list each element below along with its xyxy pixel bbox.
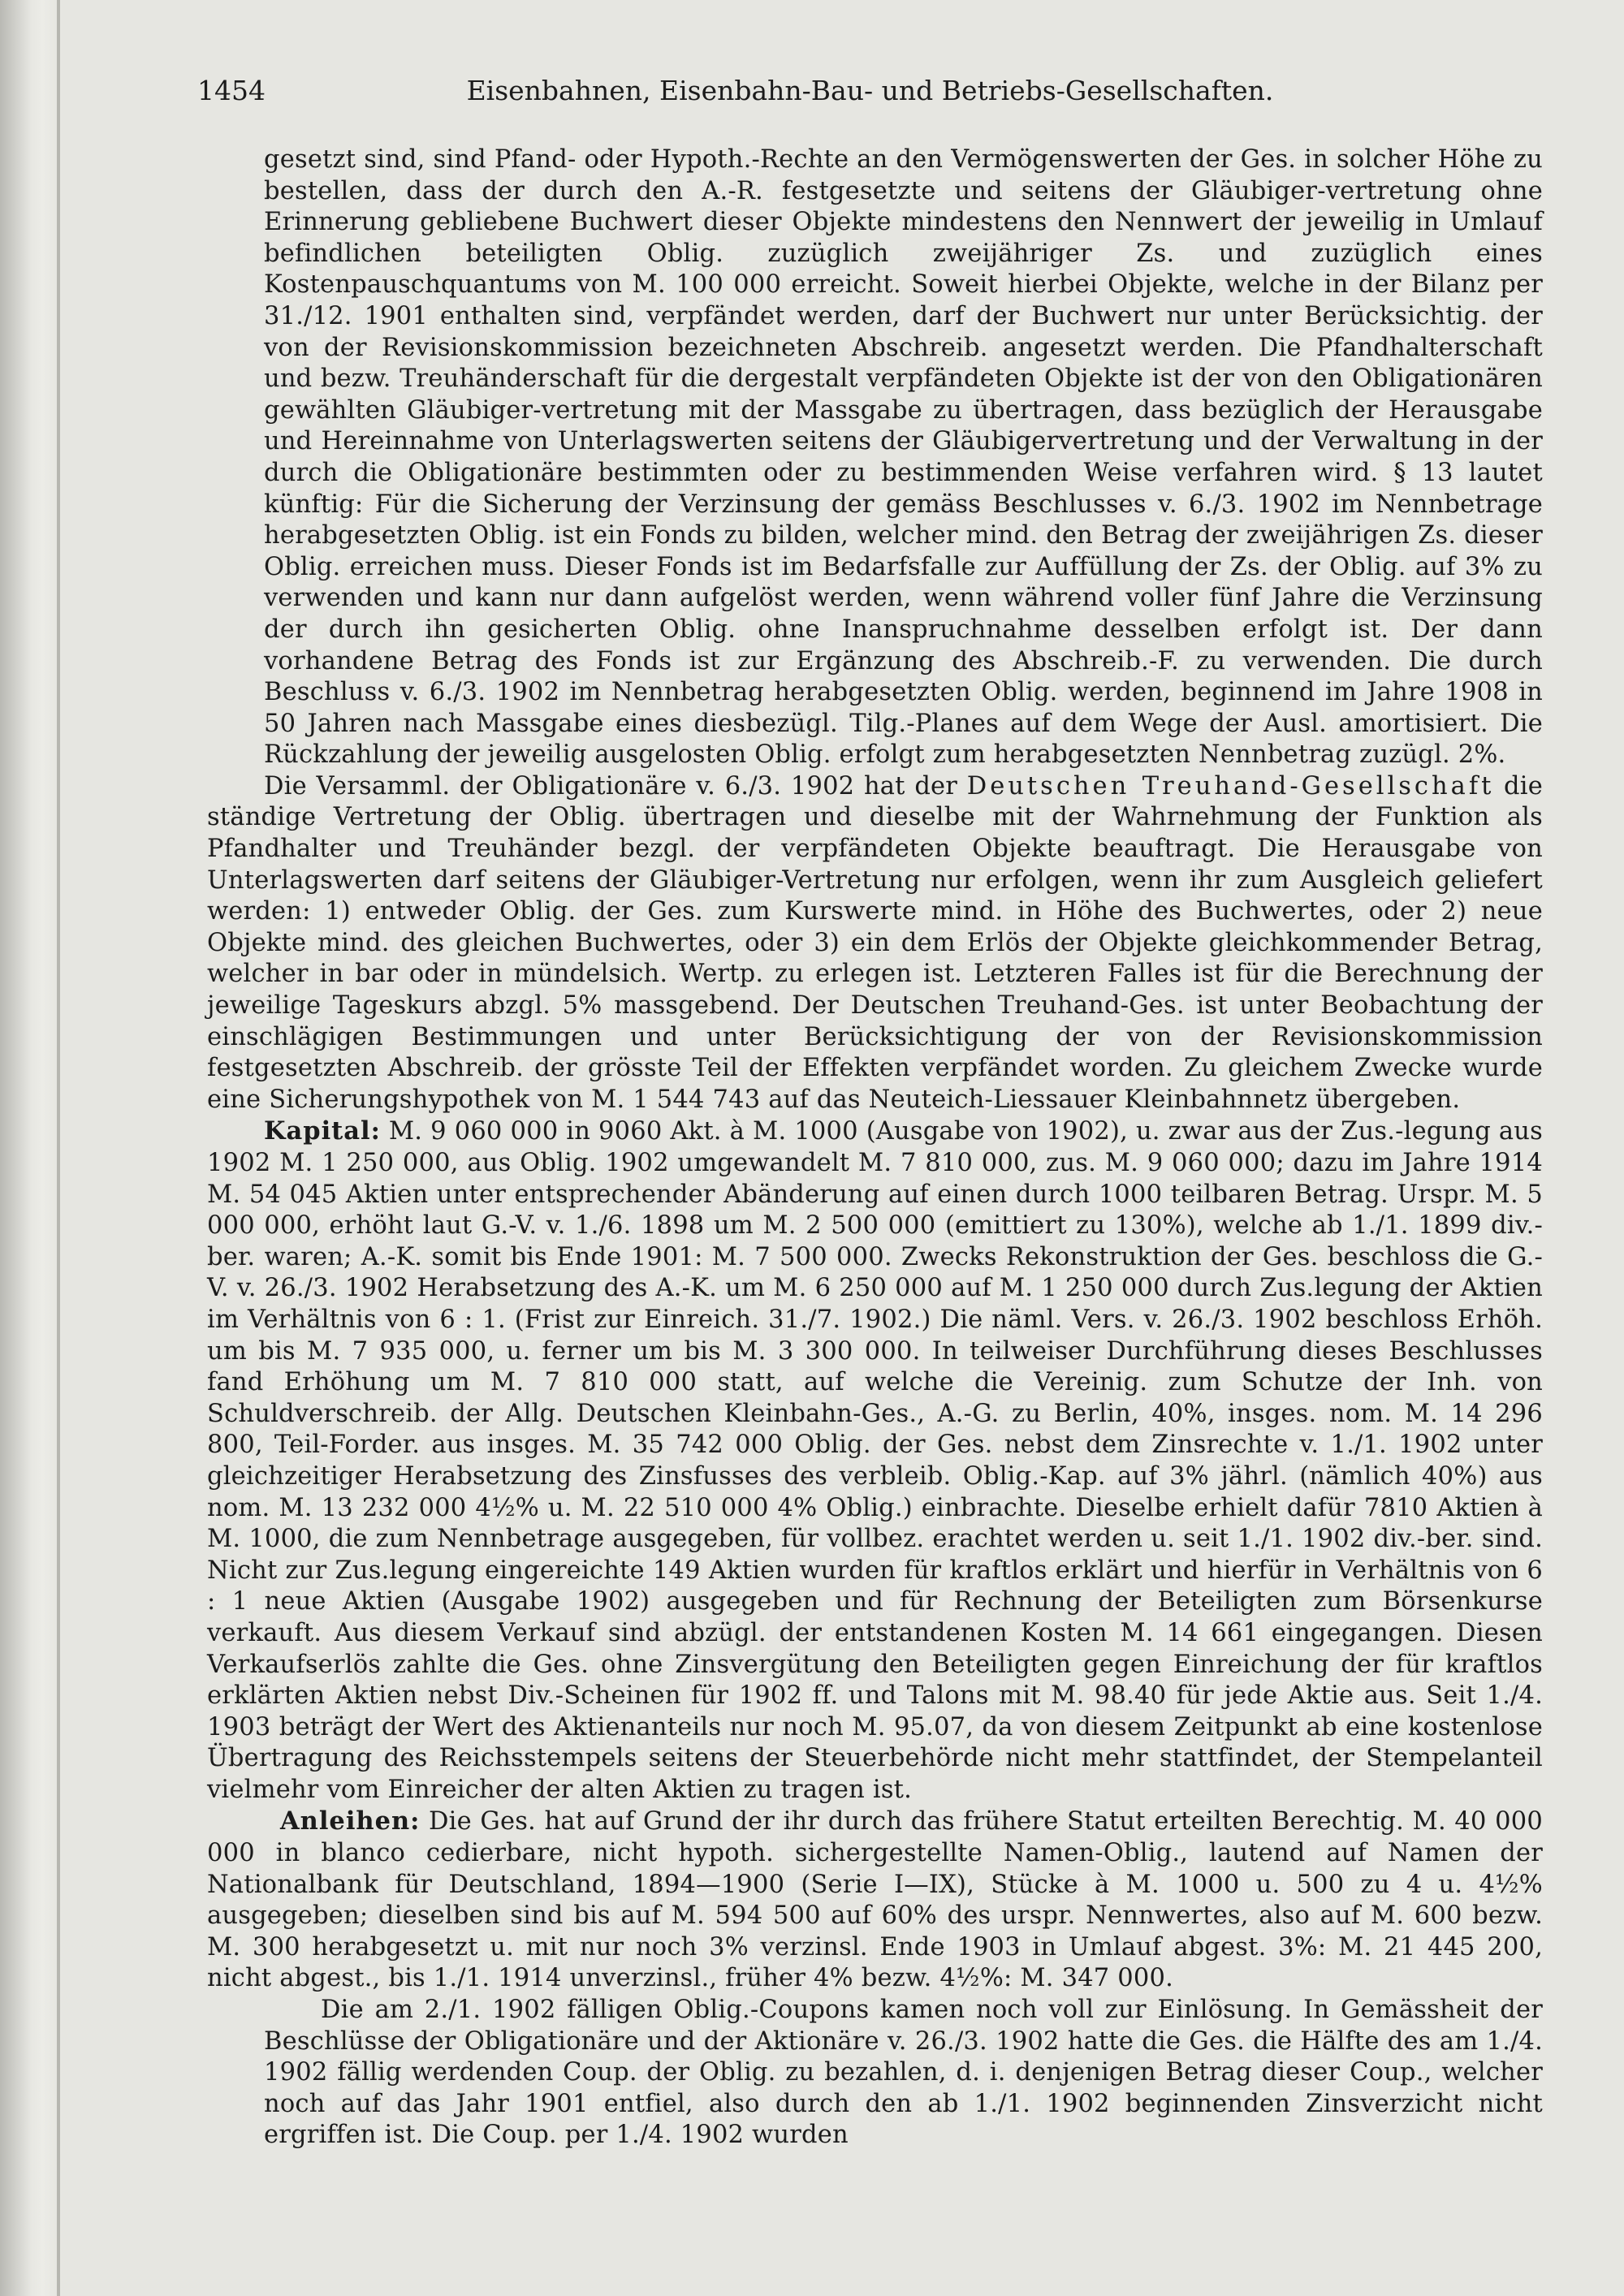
- page-gutter-line: [57, 0, 60, 2296]
- kapital-label: Kapital:: [264, 1116, 381, 1146]
- page-number: 1454: [197, 75, 266, 106]
- kapital-text: M. 9 060 000 in 9060 Akt. à M. 1000 (Ausgabe von 1902), u. zwar aus der Zus.-legung aus 1902 M. 1 250 000, aus Oblig. 1902 umgewandelt M. 7 810 000, zus. M. 9 060 000; dazu im Jahre 1914 M. 54 045 Aktien unter entsprechender Abänderung auf einen durch 1000 teilbaren Betrag. Urspr. M. 5 000 000, erhöht laut G.-V. v. 1./6. 1898 um M. 2 500 000 (emittiert zu 130%), welche ab 1./1. 1899 div.-ber. waren; A.-K. somit bis Ende 1901: M. 7 500 000. Zwecks Rekonstruktion der Ges. beschloss die G.-V. v. 26./3. 1902 Herabsetzung des A.-K. um M. 6 250 000 auf M. 1 250 000 durch Zus.legung der Aktien im Verhältnis von 6 : 1. (Frist zur Einreich. 31./7. 1902.) Die näml. Vers. v. 26./3. 1902 beschloss Erhöh. um bis M. 7 935 000, u. ferner um bis M. 3 300 000. In teilweiser Durchführung dieses Beschlusses fand Erhöhung um M. 7 810 000 statt, auf welche die Vereinig. zum Schutze der Inh. von Schuldverschreib. der Allg. Deutschen Kleinbahn-Ges., A.-G. zu Berlin, 40%, insges. nom. M. 14 296 800, Teil-Forder. aus insges. M. 35 742 000 Oblig. der Ges. nebst dem Zinsrechte v. 1./1. 1902 unter gleichzeitiger Herabsetzung des Zinsfusses des verbleib. Oblig.-Kap. auf 3% jährl. (nämlich 40%) aus nom. M. 13 232 000 4½% u. M. 22 510 000 4% Oblig.) einbrachte. Dieselbe erhielt dafür 7810 Aktien à M. 1000, die zum Nennbetrage ausgegeben, für vollbez. erachtet werden u. seit 1./1. 1902 div.-ber. sind. Nicht zur Zus.legung eingereichte 149 Aktien wurden für kraftlos erklärt und hierfür in Verhältnis von 6 : 1 neue Aktien (Ausgabe 1902) ausgegeben und für Rechnung der Beteiligten zum Börsenkurse verkauft. Aus diesem Verkauf sind abzügl. der entstandenen Kosten M. 14 661 eingegangen. Diesen Verkaufserlös zahlte die Ges. ohne Zinsvergütung den Beteiligten gegen Einreichung der für kraftlos erklärten Aktien nebst Div.-Scheinen für 1902 ff. und Talons mit M. 98.40 für jede Aktie aus. Seit 1./4. 1903 beträgt der Wert des Aktienanteils nur noch M. 95.07, da von diesem Zeitpunkt ab eine kostenlose Übertragung des Reichsstempels seitens der Steuerbehörde nicht mehr stattfindet, der Stempelanteil vielmehr vom Einreicher der alten Aktien zu tragen ist.: [207, 1117, 1543, 1804]
- page: [197, 71, 1543, 2151]
- paragraph-treuhand-rest: die ständige Vertretung der Oblig. übertragen und dieselbe mit der Wahrnehmung der Funktion als Pfandhalter und Treuhänder bezgl. der verpfändeten Objekte beauftragt. Die Herausgabe von Unterlagswerten darf seitens der Gläubiger-Vertretung nur erfolgen, wenn ihr zum Ausgleich geliefert werden: 1) entweder Oblig. der Ges. zum Kurswerte mind. in Höhe des Buchwertes, oder 2) neue Objekte mind. des gleichen Buchwertes, oder 3) ein dem Erlös der Objekte gleichkommender Betrag, welcher in bar oder in mündelsich. Wertp. zu erlegen ist. Letzteren Falles ist für die Berechnung der jeweilige Tageskurs abzgl. 5% massgebend. Der Deutschen Treuhand-Ges. ist unter Beobachtung der einschlägigen Bestimmungen und unter Berücksichtigung der von der Revisionskommission festgesetzten Abschreib. der grösste Teil der Effekten verpfändet worden. Zu gleichem Zwecke wurde eine Sicherungshypothek von M. 1 544 743 auf das Neuteich-Liessauer Kleinbahnnetz übergeben.: [207, 771, 1543, 1114]
- treuhand-name: Deutschen Treuhand-Gesellschaft: [966, 771, 1495, 801]
- page-body: [207, 145, 1543, 2151]
- anleihen-label: Anleihen:: [280, 1806, 421, 1836]
- running-head-title: Eisenbahnen, Eisenbahn-Bau- und Betriebs-Gesellschaften.: [466, 75, 1274, 106]
- book-spine-shadow: [0, 0, 57, 2296]
- paragraph-treuhand: [207, 771, 1543, 1116]
- paragraph-coupons: Die am 2./1. 1902 fälligen Oblig.-Coupons kamen noch voll zur Einlösung. In Gemässheit der Beschlüsse der Obligationäre und der Aktionäre v. 26./3. 1902 hatte die Ges. die Hälfte des am 1./4. 1902 fällig werdenden Coup. der Oblig. zu bezahlen, d. i. denjenigen Betrag dieser Coup., welcher noch auf das Jahr 1901 entfiel, also durch den ab 1./1. 1902 beginnenden Zinsverzicht nicht ergriffen ist. Die Coup. per 1./4. 1902 wurden: [264, 1996, 1543, 2150]
- paragraph-kapital: [207, 1116, 1543, 1806]
- paragraph-anleihen: [207, 1806, 1543, 1995]
- paragraph-statute: gesetzt sind, sind Pfand- oder Hypoth.-Rechte an den Vermögenswerten der Ges. in solcher Höhe zu bestellen, dass der durch den A.-R. festgesetzte und seitens der Gläubiger-vertretung ohne Erinnerung gebliebene Buchwert dieser Objekte mindestens den Nennwert der jeweilig in Umlauf befindlichen beteiligten Oblig. zuzüglich zweijähriger Zs. und zuzüglich eines Kostenpauschquantums von M. 100 000 erreicht. Soweit hierbei Objekte, welche in der Bilanz per 31./12. 1901 enthalten sind, verpfändet werden, darf der Buchwert nur unter Berücksichtig. der von der Revisionskommission bezeichneten Abschreib. angesetzt werden. Die Pfandhalterschaft und bezw. Treuhänderschaft für die dergestalt verpfändeten Objekte ist der von den Obligationären gewählten Gläubiger-vertretung mit der Massgabe zu übertragen, dass bezüglich der Herausgabe und Hereinnahme von Unterlagswerten seitens der Gläubigervertretung und der Verwaltung in der durch die Obligationäre bestimmten oder zu bestimmenden Weise verfahren wird. § 13 lautet künftig: Für die Sicherung der Verzinsung der gemäss Beschlusses v. 6./3. 1902 im Nennbetrage herabgesetzten Oblig. ist ein Fonds zu bilden, welcher mind. den Betrag der zweijährigen Zs. dieser Oblig. erreichen muss. Dieser Fonds ist im Bedarfsfalle zur Auffüllung der Zs. der Oblig. auf 3% zu verwenden und kann nur dann aufgelöst werden, wenn während voller fünf Jahre die Verzinsung der durch ihn gesicherten Oblig. ohne Inanspruchnahme desselben erfolgt ist. Der dann vorhandene Betrag des Fonds ist zur Ergänzung des Abschreib.-F. zu verwenden. Die durch Beschluss v. 6./3. 1902 im Nennbetrag herabgesetzten Oblig. werden, beginnend im Jahre 1908 in 50 Jahren nach Massgabe eines diesbezügl. Tilg.-Planes auf dem Wege der Ausl. amortisiert. Die Rückzahlung der jeweilig ausgelosten Oblig. erfolgt zum herabgesetzten Nennbetrag zuzügl. 2%.: [264, 145, 1543, 770]
- running-header: [197, 71, 1543, 110]
- paragraph-treuhand-start: Die Versamml. der Obligationäre v. 6./3. 1902 hat der: [264, 771, 967, 801]
- anleihen-text: Die Ges. hat auf Grund der ihr durch das frühere Statut erteilten Berechtig. M. 40 000 000 in blanco cedierbare, nicht hypoth. sichergestellte Namen-Oblig., lautend auf Namen der Nationalbank für Deutschland, 1894—1900 (Serie I—IX), Stücke à M. 1000 u. 500 zu 4 u. 4½% ausgegeben; dieselben sind bis auf M. 594 500 auf 60% des urspr. Nennwertes, also auf M. 600 bezw. M. 300 herabgesetzt u. mit nur noch 3% verzinsl. Ende 1903 in Umlauf abgest. 3%: M. 21 445 200, nicht abgest., bis 1./1. 1914 unverzinsl., früher 4% bezw. 4½%: M. 347 000.: [207, 1807, 1543, 1993]
